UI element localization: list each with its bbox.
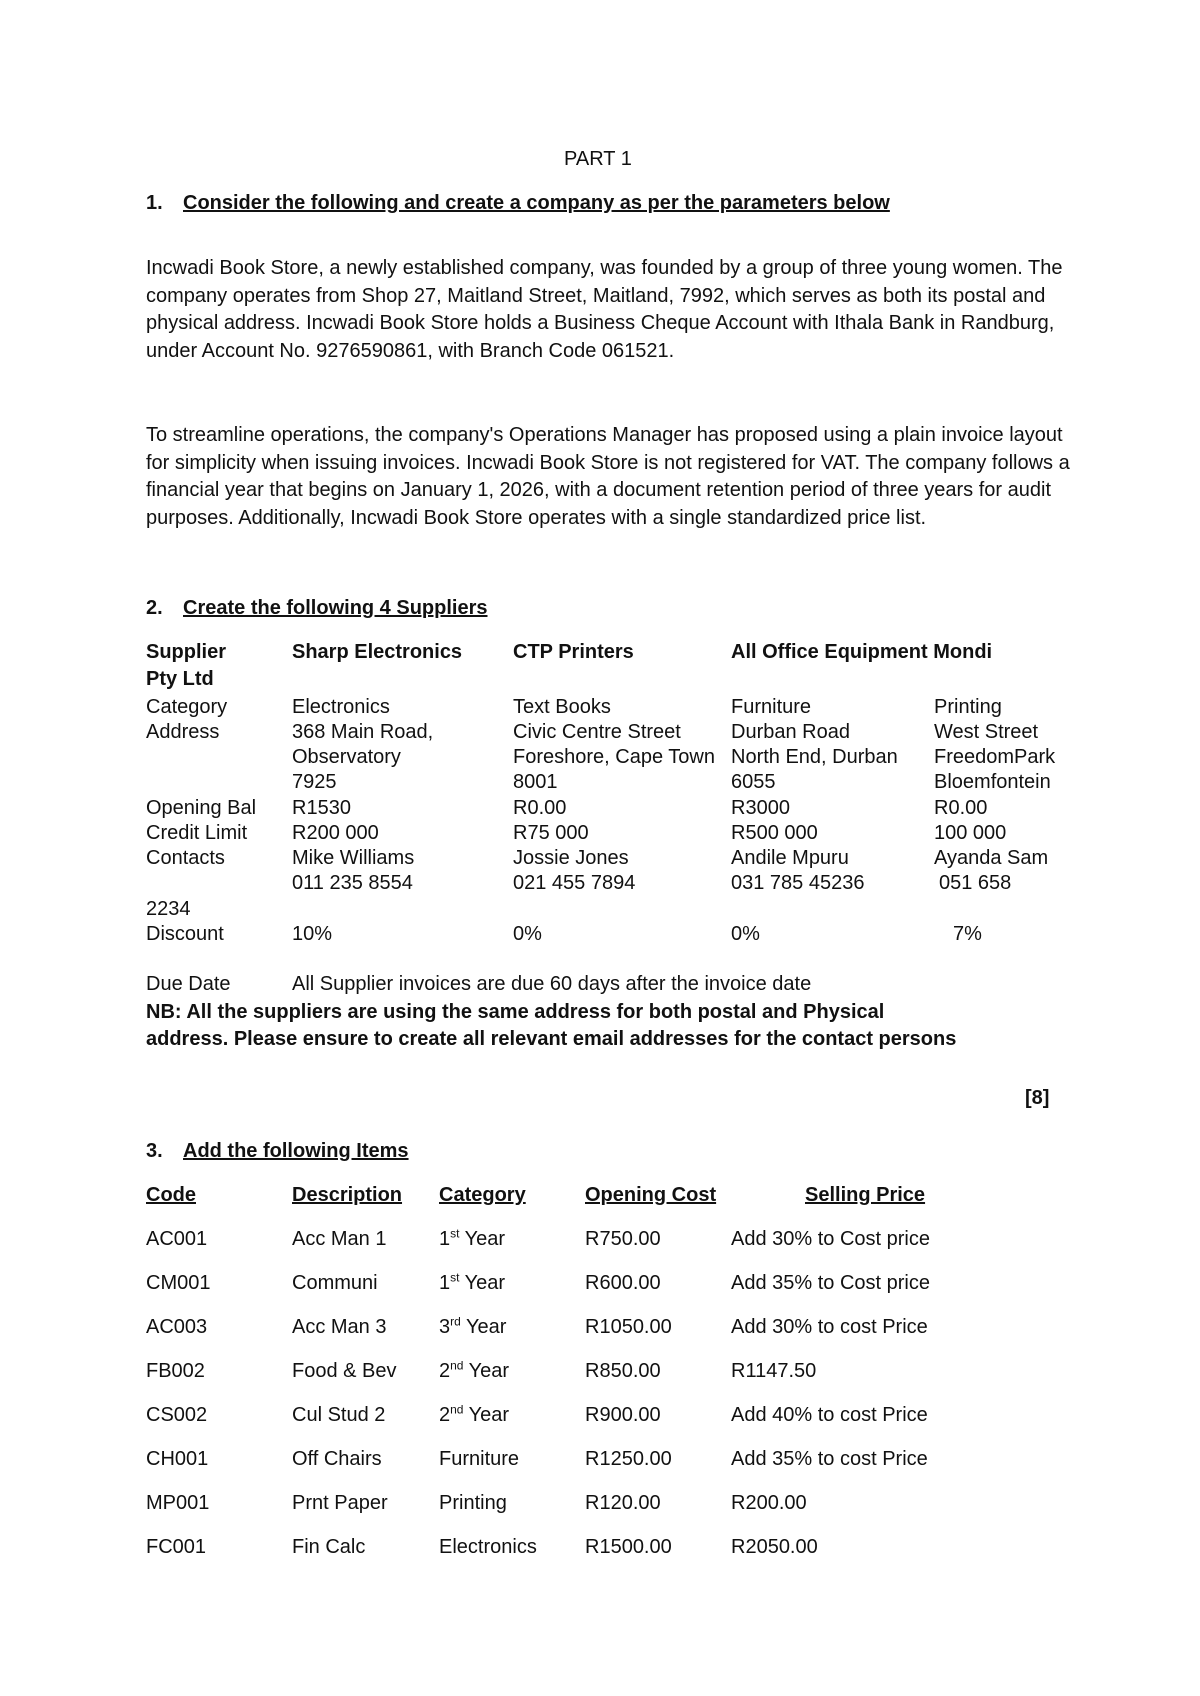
q1-paragraph-1: Incwadi Book Store, a newly established company, was founded by a group of three young women. The company operates from Shop 27, Maitland Street, Maitland, 7992, which serves as both its postal and physical address. Incwadi Book Store holds a Business Cheque Account with Ithala Bank in Randburg, under Account No. 9276590861, with Branch Code 061521. (146, 257, 1063, 362)
opening-s2: R0.00 (513, 797, 567, 819)
row-label-contacts: Contacts (146, 847, 225, 869)
phone-s4: 051 658 (939, 872, 1012, 894)
address1-s4: West Street (934, 721, 1039, 743)
item-code: CS002 (146, 1404, 208, 1426)
item-description: Off Chairs (292, 1448, 382, 1470)
col-header-opening-cost: Opening Cost (585, 1184, 717, 1206)
item-category (439, 1403, 509, 1428)
item-category-value: Furniture (439, 1448, 520, 1470)
due-date-label: Due Date (146, 973, 231, 995)
item-description: Prnt Paper (292, 1492, 388, 1514)
item-category-value: 2 (439, 1404, 451, 1426)
address2-s1: Observatory (292, 746, 401, 768)
item-opening-cost: R900.00 (585, 1404, 661, 1426)
item-category-ordinal: rd (450, 1314, 461, 1329)
item-category-ordinal: nd (450, 1358, 464, 1373)
q2-marks: [8] (1025, 1087, 1050, 1109)
item-category-suffix: Year (463, 1360, 510, 1382)
credit-s2: R75 000 (513, 822, 589, 844)
opening-s4: R0.00 (934, 797, 988, 819)
address3-s3: 6055 (731, 771, 776, 793)
item-description: Fin Calc (292, 1536, 366, 1558)
item-description: Acc Man 3 (292, 1316, 387, 1338)
item-code: FB002 (146, 1360, 205, 1382)
credit-s3: R500 000 (731, 822, 818, 844)
item-selling-price: R200.00 (731, 1492, 807, 1514)
discount-s4: 7% (953, 923, 982, 945)
item-description: Food & Bev (292, 1360, 397, 1382)
item-selling-price: R2050.00 (731, 1536, 818, 1558)
nb-note-line-2: address. Please ensure to create all relevant email addresses for the contact persons (146, 1028, 957, 1050)
item-description: Communi (292, 1272, 378, 1294)
q3-heading: Add the following Items (183, 1140, 409, 1162)
item-category (439, 1491, 507, 1516)
item-opening-cost: R850.00 (585, 1360, 661, 1382)
item-category-suffix: Year (459, 1272, 506, 1294)
item-opening-cost: R1250.00 (585, 1448, 672, 1470)
contacts-s4: Ayanda Sam (934, 847, 1049, 869)
supplier-header-label: Supplier (146, 641, 227, 663)
address3-s2: 8001 (513, 771, 558, 793)
item-code: MP001 (146, 1492, 210, 1514)
item-category-value: Printing (439, 1492, 507, 1514)
item-code: CH001 (146, 1448, 209, 1470)
supplier-header-3: All Office Equipment Mondi (731, 641, 993, 663)
category-s3: Furniture (731, 696, 812, 718)
item-selling-price: R1147.50 (731, 1360, 817, 1382)
item-category-suffix: Year (459, 1228, 506, 1250)
item-code: FC001 (146, 1536, 207, 1558)
item-category-value: 3 (439, 1316, 451, 1338)
row-label-discount: Discount (146, 923, 224, 945)
phone-s1: 011 235 8554 (292, 872, 413, 894)
phone-s3: 031 785 45236 (731, 872, 865, 894)
item-selling-price: Add 30% to cost Price (731, 1316, 928, 1338)
address2-s3: North End, Durban (731, 746, 898, 768)
contacts-s2: Jossie Jones (513, 847, 629, 869)
row-label-address: Address (146, 721, 220, 743)
item-category-suffix: Year (463, 1404, 510, 1426)
item-category (439, 1359, 509, 1384)
q1-heading: Consider the following and create a company as per the parameters below (183, 192, 890, 214)
address3-s1: 7925 (292, 771, 337, 793)
item-opening-cost: R1500.00 (585, 1536, 672, 1558)
item-category-ordinal: st (450, 1270, 460, 1285)
col-header-code: Code (146, 1184, 196, 1206)
q2-heading: Create the following 4 Suppliers (183, 597, 488, 619)
phone-s4-wrap: 2234 (146, 898, 191, 920)
item-code: CM001 (146, 1272, 211, 1294)
item-category-value: 1 (439, 1272, 451, 1294)
item-category-value: Electronics (439, 1536, 537, 1558)
phone-s2: 021 455 7894 (513, 872, 636, 894)
item-category (439, 1535, 537, 1560)
q3-number: 3. (146, 1140, 163, 1162)
row-label-credit: Credit Limit (146, 822, 248, 844)
address3-s4: Bloemfontein (934, 771, 1051, 793)
item-category-suffix: Year (460, 1316, 507, 1338)
item-selling-price: Add 30% to Cost price (731, 1228, 930, 1250)
nb-note-line-1: NB: All the suppliers are using the same address for both postal and Physical (146, 1001, 885, 1023)
item-selling-price: Add 35% to Cost price (731, 1272, 930, 1294)
category-s1: Electronics (292, 696, 390, 718)
address1-s2: Civic Centre Street (513, 721, 681, 743)
item-code: AC003 (146, 1316, 208, 1338)
address2-s4: FreedomPark (934, 746, 1056, 768)
supplier-header-2: CTP Printers (513, 641, 634, 663)
supplier-header-1: Sharp Electronics (292, 641, 463, 663)
supplier-header-wrap: Pty Ltd (146, 668, 214, 690)
item-description: Cul Stud 2 (292, 1404, 386, 1426)
item-selling-price: Add 35% to cost Price (731, 1448, 928, 1470)
q1-paragraph-2: To streamline operations, the company's Operations Manager has proposed using a plain invoice layout for simplicity when issuing invoices. Incwadi Book Store is not registered for VAT. The company follows a financial year that begins on January 1, 2026, with a document retention period of three years for audit purposes. Additionally, Incwadi Book Store operates with a single standardized price list. (146, 424, 1070, 529)
due-date-text: All Supplier invoices are due 60 days after the invoice date (292, 973, 812, 995)
item-opening-cost: R120.00 (585, 1492, 661, 1514)
item-category (439, 1271, 505, 1296)
item-opening-cost: R1050.00 (585, 1316, 672, 1338)
item-category-ordinal: nd (450, 1402, 464, 1417)
item-opening-cost: R600.00 (585, 1272, 661, 1294)
address1-s3: Durban Road (731, 721, 850, 743)
opening-s1: R1530 (292, 797, 351, 819)
item-category-value: 1 (439, 1228, 451, 1250)
opening-s3: R3000 (731, 797, 790, 819)
part-title: PART 1 (564, 148, 632, 170)
discount-s1: 10% (292, 923, 333, 945)
item-selling-price: Add 40% to cost Price (731, 1404, 928, 1426)
discount-s3: 0% (731, 923, 760, 945)
contacts-s3: Andile Mpuru (731, 847, 849, 869)
col-header-category: Category (439, 1184, 526, 1206)
q1-number: 1. (146, 192, 163, 214)
item-category (439, 1227, 505, 1252)
item-opening-cost: R750.00 (585, 1228, 661, 1250)
category-s2: Text Books (513, 696, 611, 718)
item-description: Acc Man 1 (292, 1228, 387, 1250)
category-s4: Printing (934, 696, 1002, 718)
item-category-value: 2 (439, 1360, 451, 1382)
q2-number: 2. (146, 597, 163, 619)
row-label-opening: Opening Bal (146, 797, 257, 819)
contacts-s1: Mike Williams (292, 847, 415, 869)
item-category (439, 1315, 506, 1340)
address2-s2: Foreshore, Cape Town (513, 746, 715, 768)
discount-s2: 0% (513, 923, 542, 945)
item-code: AC001 (146, 1228, 208, 1250)
item-category-ordinal: st (450, 1226, 460, 1241)
credit-s1: R200 000 (292, 822, 379, 844)
item-category (439, 1447, 519, 1472)
address1-s1: 368 Main Road, (292, 721, 434, 743)
col-header-description: Description (292, 1184, 403, 1206)
credit-s4: 100 000 (934, 822, 1007, 844)
col-header-selling-price: Selling Price (805, 1184, 926, 1206)
row-label-category: Category (146, 696, 228, 718)
